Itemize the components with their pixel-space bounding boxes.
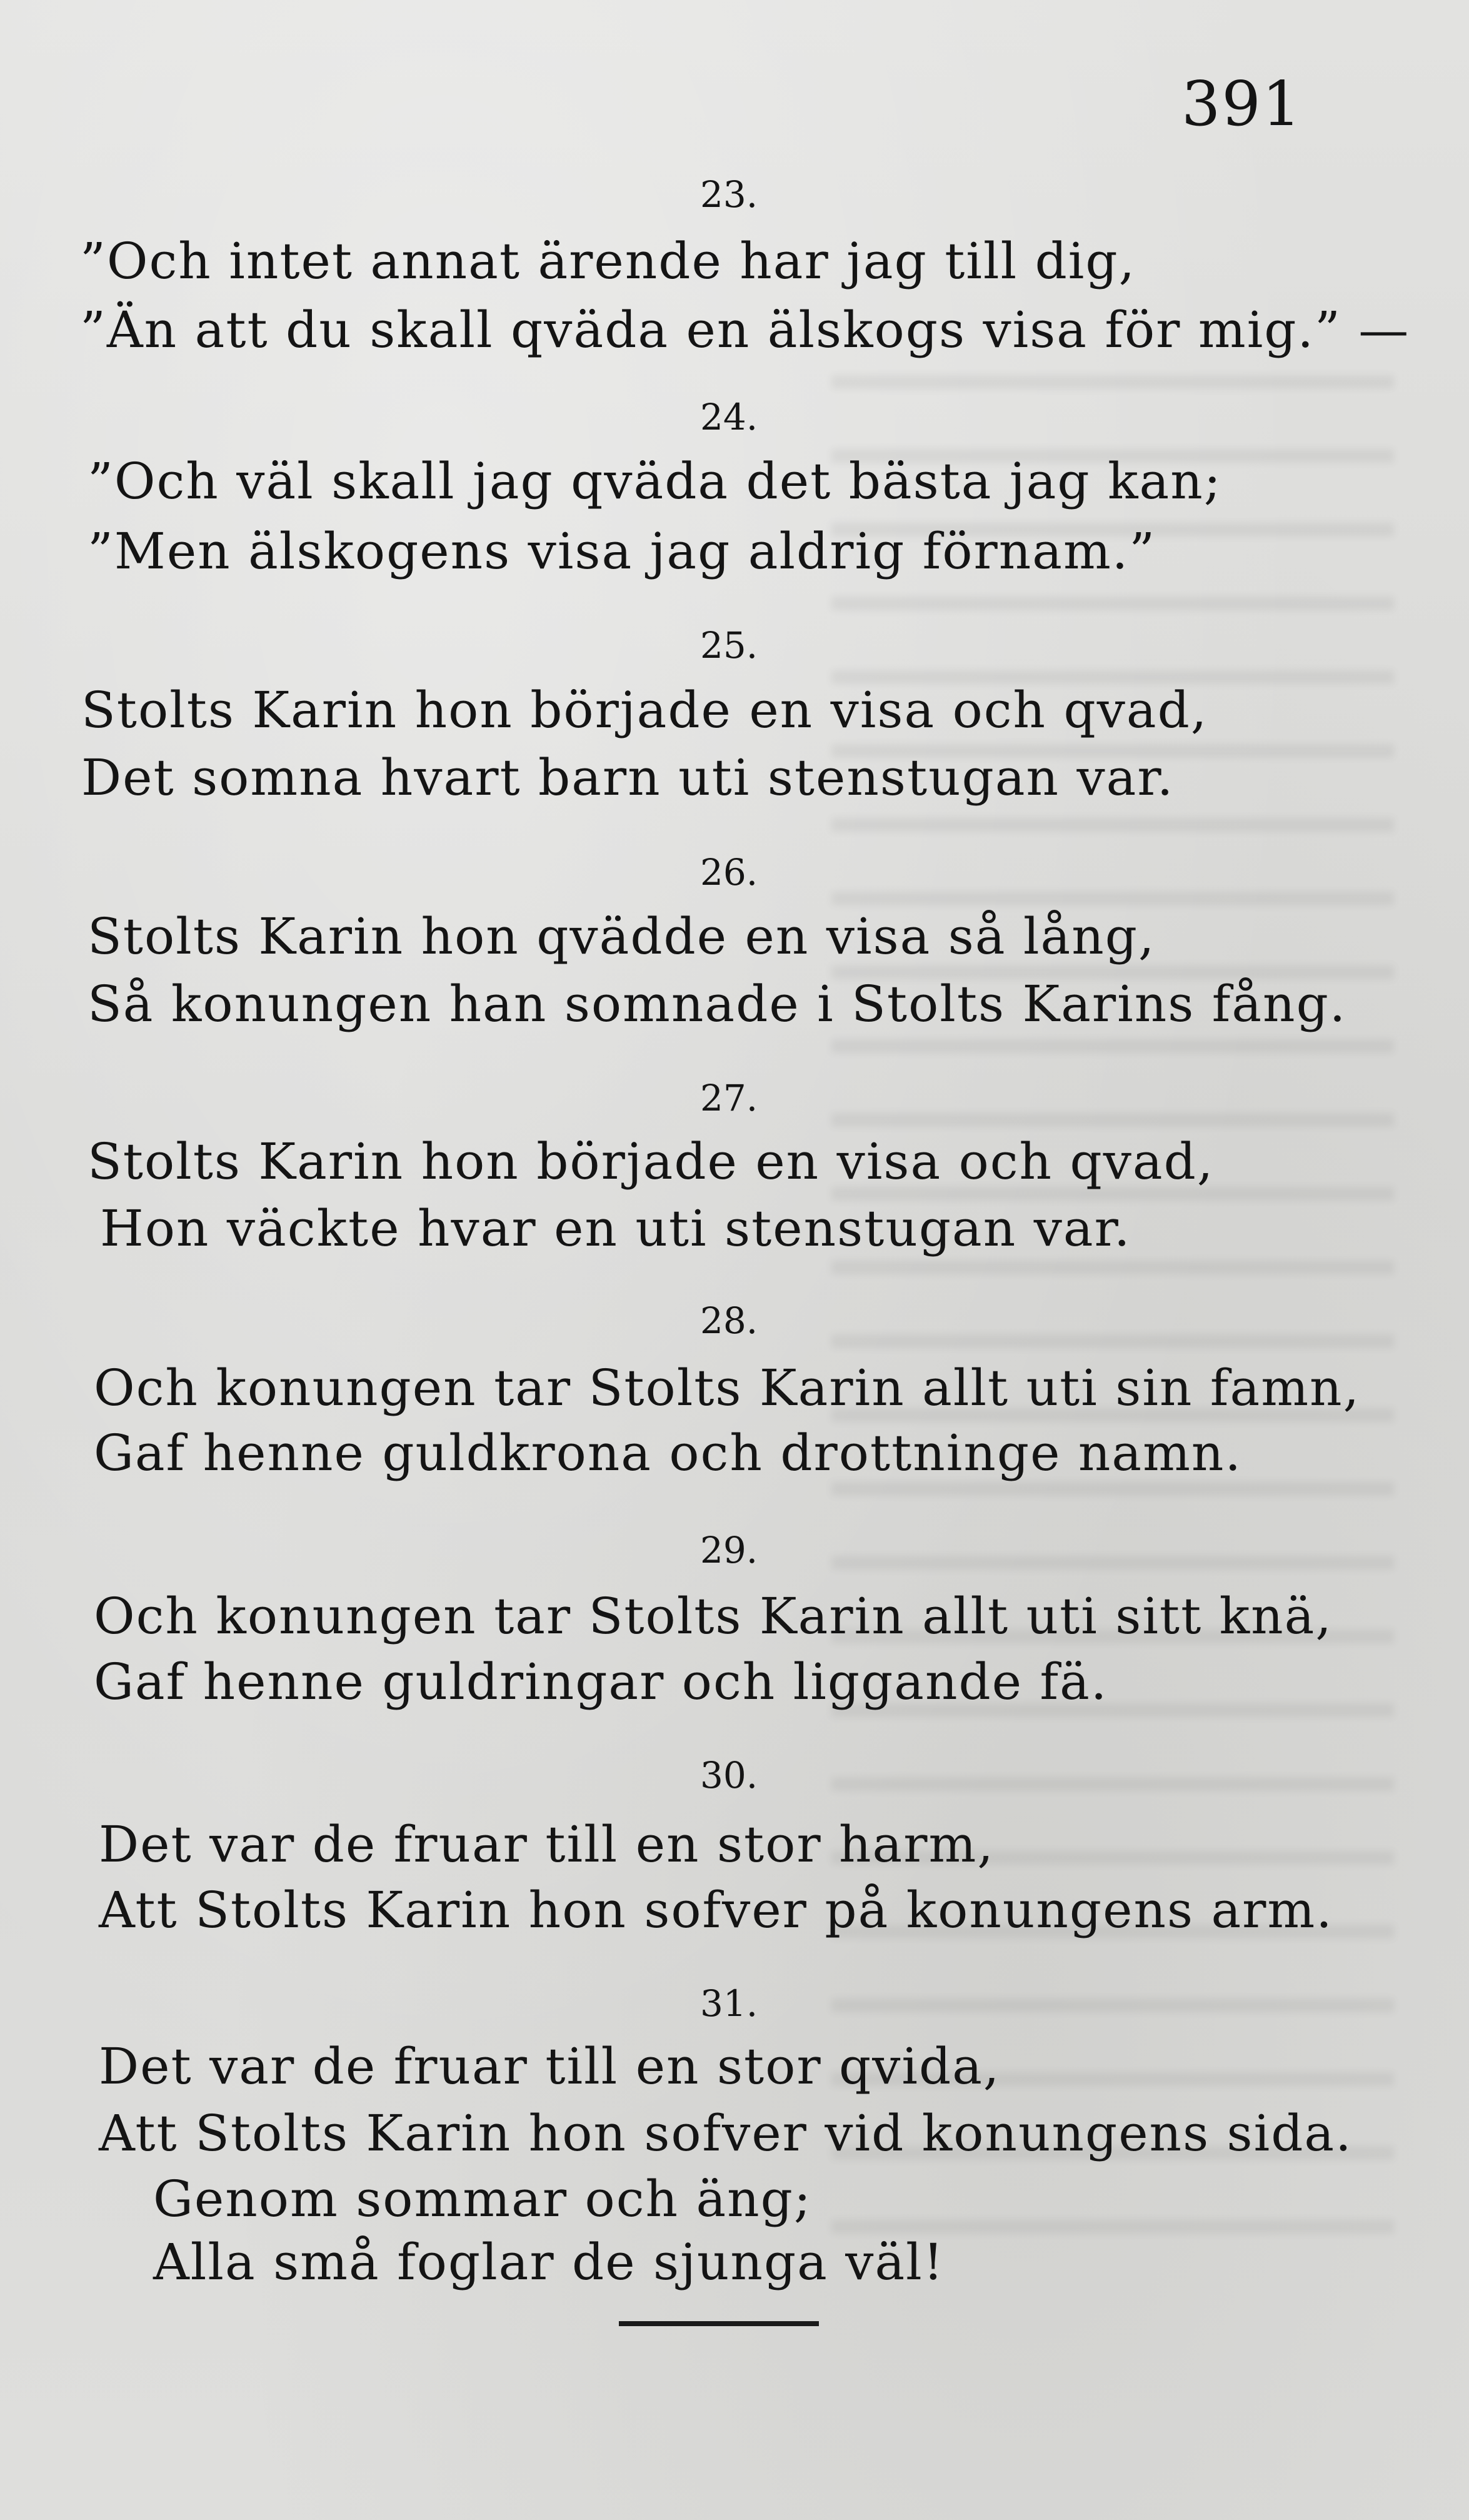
verse-line: Gaf henne guldringar och liggande fä. bbox=[94, 1653, 1108, 1711]
verse-line: Hon väckte hvar en uti stenstugan var. bbox=[100, 1199, 1131, 1257]
end-rule bbox=[619, 2321, 819, 2326]
stanza-number: 25. bbox=[700, 624, 758, 667]
verse-line: Att Stolts Karin hon sofver på konungens arm. bbox=[99, 1881, 1333, 1939]
verse-line: Stolts Karin hon qvädde en visa så lång, bbox=[88, 907, 1156, 965]
verse-line: Stolts Karin hon började en visa och qvad, bbox=[81, 681, 1208, 739]
verse-line: ”Och intet annat ärende har jag till dig, bbox=[80, 232, 1136, 290]
verse-line: Och konungen tar Stolts Karin allt uti sin famn, bbox=[94, 1359, 1360, 1417]
verse-line: Det somna hvart barn uti stenstugan var. bbox=[81, 748, 1175, 807]
stanza-number: 27. bbox=[700, 1077, 758, 1119]
verse-line: Och konungen tar Stolts Karin allt uti sitt knä, bbox=[94, 1587, 1333, 1645]
stanza-number: 28. bbox=[700, 1299, 758, 1342]
verse-line: ”Och väl skall jag qväda det bästa jag kan; bbox=[88, 452, 1222, 510]
stanza-number: 31. bbox=[700, 1982, 758, 2025]
show-through-text bbox=[831, 375, 1394, 2251]
stanza-number: 26. bbox=[700, 851, 758, 894]
verse-line: ”Men älskogens visa jag aldrig förnam.” bbox=[88, 522, 1156, 580]
refrain-line: Alla små foglar de sjunga väl! bbox=[153, 2233, 945, 2291]
stanza-number: 24. bbox=[700, 396, 758, 438]
verse-line: ”Än att du skall qväda en älskogs visa för mig.” — bbox=[80, 301, 1410, 359]
verse-line: Att Stolts Karin hon sofver vid konungens sida. bbox=[99, 2104, 1353, 2162]
stanza-number: 23. bbox=[700, 173, 758, 216]
verse-line: Det var de fruar till en stor qvida, bbox=[99, 2037, 1001, 2095]
stanza-number: 30. bbox=[700, 1754, 758, 1797]
stanza-number: 29. bbox=[700, 1529, 758, 1571]
verse-line: Det var de fruar till en stor harm, bbox=[99, 1815, 995, 1873]
page-number: 391 bbox=[1181, 69, 1303, 140]
verse-line: Gaf henne guldkrona och drottninge namn. bbox=[94, 1424, 1242, 1482]
verse-line: Stolts Karin hon började en visa och qvad, bbox=[88, 1132, 1215, 1191]
verse-line: Så konungen han somnade i Stolts Karins fång. bbox=[88, 975, 1347, 1033]
refrain-line: Genom sommar och äng; bbox=[153, 2170, 812, 2228]
